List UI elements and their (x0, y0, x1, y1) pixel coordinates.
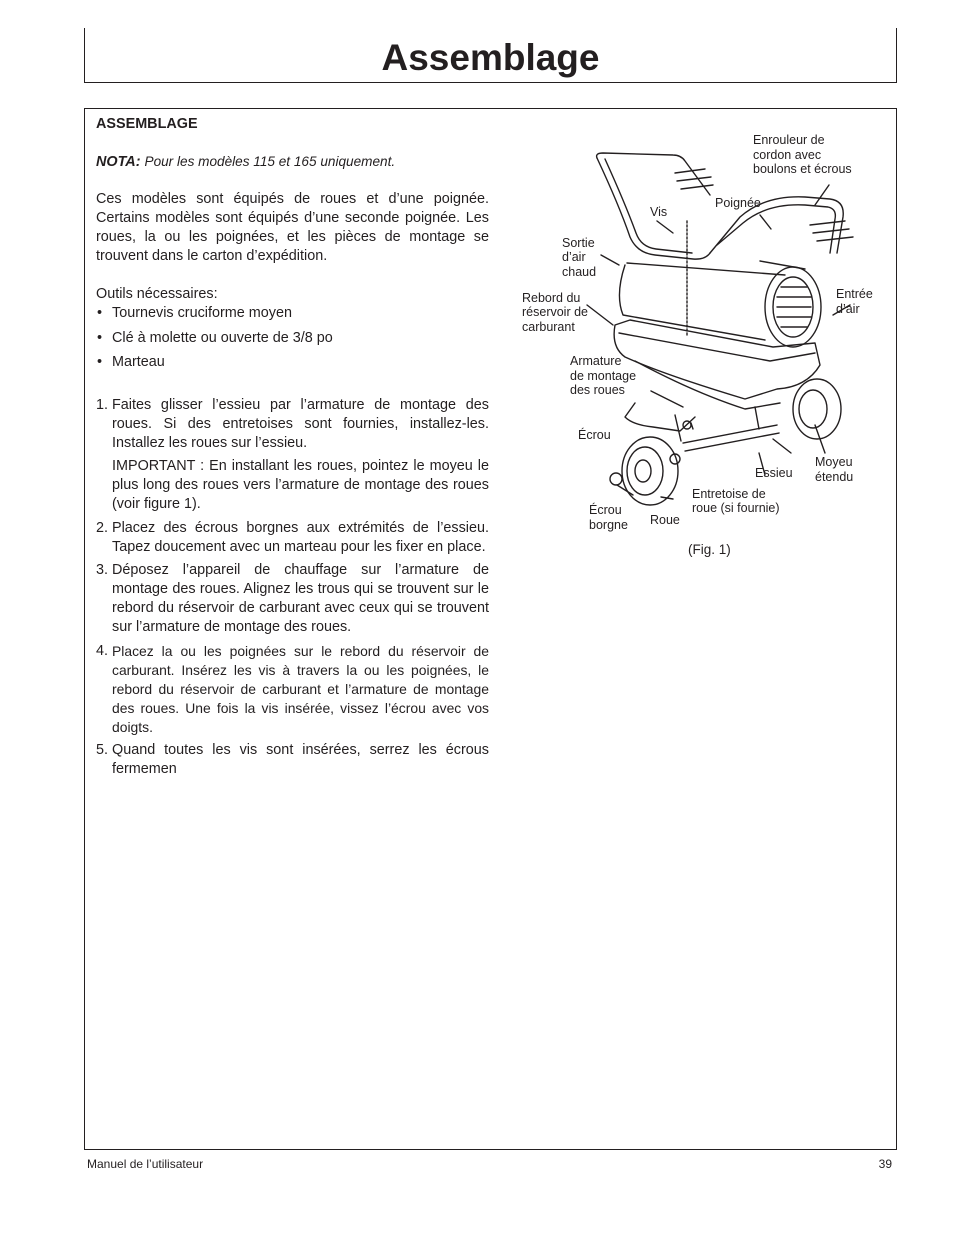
diagram-labels (522, 133, 876, 557)
step-important-note: IMPORTANT : En installant les roues, pointez le moyeu le plus long des roues vers l’armature de montage des roues (voir figure 1). (112, 458, 489, 512)
step-text: Placez la ou les poignées sur le rebord du réservoir de carburant. Insérez les vis à travers la ou les poignées, le rebord du réservoir de carburant et l’armature de montage des roues. Une fois la vis insérée, vissez l’écrou avec vos doigts. (112, 642, 489, 735)
label-extended-hub: Moyeu étendu (815, 455, 854, 484)
step-item (96, 741, 489, 779)
page-title: Assemblage (381, 37, 600, 78)
step-text: Placez des écrous borgnes aux extrémités de l’essieu. Tapez doucement avec un marteau pour les fixer en place. (112, 519, 489, 555)
heater-assembly-diagram (515, 125, 873, 565)
instructions-column (96, 115, 489, 784)
label-wheel: Roue (650, 513, 680, 527)
label-air-inlet: Entrée d’air (836, 287, 873, 316)
label-cord-wrap: Enrouleur de cordon avec boulons et écrous (753, 133, 852, 176)
nota-paragraph (96, 152, 489, 172)
step-item (96, 519, 489, 557)
axle (683, 425, 777, 443)
tool-item: • Marteau (96, 353, 489, 372)
step-text: Quand toutes les vis sont insérées, serrez les écrous fermemen (112, 742, 489, 777)
step-number: 2. (96, 519, 109, 536)
tools-heading: Outils nécessaires: (96, 286, 218, 302)
step-number: 3. (96, 562, 109, 578)
figure-caption: (Fig. 1) (688, 542, 731, 557)
label-fuel-tank-flange: Rebord du réservoir de carburant (522, 291, 588, 334)
step-number: 4. (96, 642, 109, 659)
title-box (84, 28, 897, 83)
tool-item: • Clé à molette ou ouverte de 3/8 po (96, 329, 489, 348)
label-nut: Écrou (578, 428, 611, 442)
step-item (96, 642, 489, 737)
step-number: 5. (96, 742, 109, 758)
footer-manual-title: Manuel de l’utilisateur (87, 1157, 204, 1171)
label-handle: Poignée (715, 196, 761, 210)
section-heading: ASSEMBLAGE (96, 116, 198, 132)
nota-text: Pour les modèles 115 et 165 uniquement. (144, 154, 396, 169)
rear-handle (597, 153, 710, 195)
tools-list (96, 304, 489, 372)
step-item (96, 561, 489, 637)
acorn-nut (610, 473, 622, 485)
tool-item: • Tournevis cruciforme moyen (96, 304, 489, 323)
label-screw: Vis (650, 205, 668, 219)
nota-label: NOTA: (96, 154, 141, 170)
label-wheel-spacer: Entretoise de roue (si fournie) (692, 487, 780, 515)
step-item (96, 396, 489, 514)
step-text: Faites glisser l’essieu par l’armature de montage des roues. Si des entretoises sont fournies, installez-les. Installez les roues sur l’essieu. (112, 397, 489, 451)
label-axle: Essieu (755, 466, 793, 480)
page-number: 39 (878, 1157, 892, 1171)
label-wheel-mount-frame: Armature de montage des roues (570, 354, 637, 397)
steps-list (96, 396, 489, 779)
step-number: 1. (96, 397, 109, 413)
heater-body (619, 265, 765, 340)
content-box (84, 108, 897, 1150)
label-hot-air-outlet: Sortie d’air chaud (562, 236, 597, 279)
intro-paragraph: Ces modèles sont équipés de roues et d’une poignée. Certains modèles sont équipés d’une seconde poignée. Les roues, la ou les poignées, et les pièces de montage se trouvent dans le carton d’expédition. (96, 191, 489, 264)
label-acorn-nut: Écrou borgne (589, 503, 628, 532)
step-text: Déposez l’appareil de chauffage sur l’armature de montage des roues. Alignez les trous qui se trouvent sur le rebord du réservoir de carburant avec ceux qui se trouvent sur l’armature de montage des roues. (112, 562, 489, 635)
wheel-mount-frame (625, 403, 695, 431)
